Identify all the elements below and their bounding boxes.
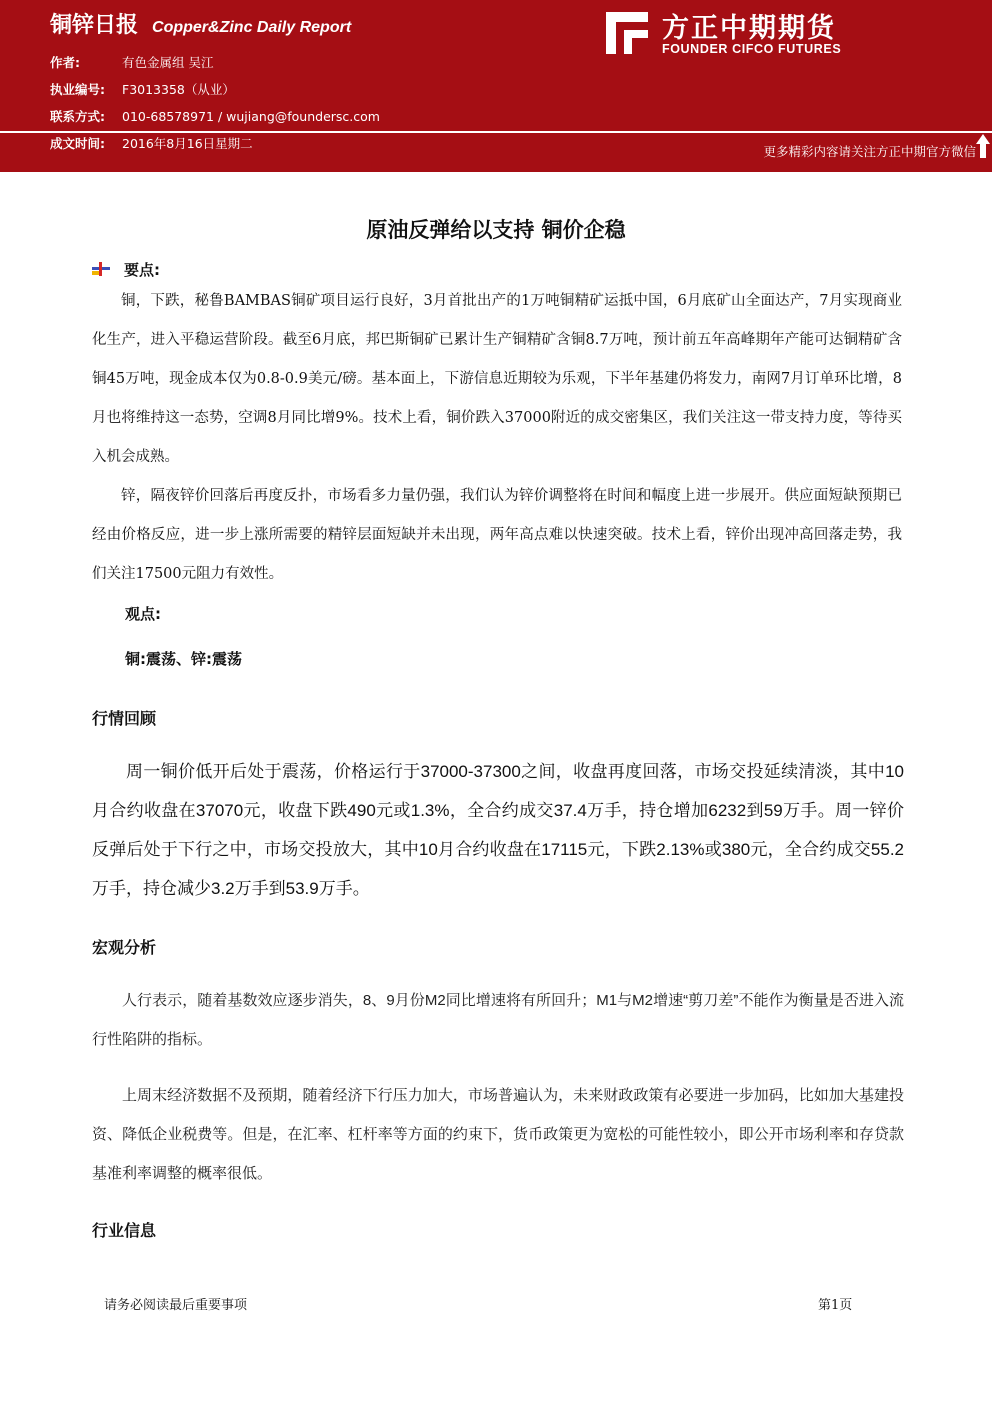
report-title-en: Copper&Zinc Daily Report — [152, 19, 352, 36]
bullet-icon — [92, 262, 110, 276]
date-row — [50, 134, 253, 152]
date-label: 成文时间: — [50, 136, 105, 151]
page-number: 第1页 — [818, 1298, 853, 1313]
follow-wechat-text[interactable]: 更多精彩内容请关注方正中期官方微信 — [763, 144, 976, 159]
copper-analysis-paragraph: 铜，下跌，秘鲁BAMBAS铜矿项目运行良好，3月首批出产的1万吨铜精矿运抵中国，6月底矿山全面达产，7月实现商业化生产，进入平稳运营阶段。截至6月底，邦巴斯铜矿已累计生产铜精矿含铜8.7万吨，预计前五年高峰期年产能可达铜精矿含铜45万吨，现金成本仅为0.8-0.9美元/磅。基本面上，下游信息近期较为乐观，下半年基建仍将发力，南网7月订单环比增，8月也将维持这一态势，空调8月同比增9%。技术上看，铜价跌入37000附近的成交密集区，我们关注这一带支持力度，等待买入机会成熟。 — [92, 293, 902, 465]
zinc-analysis-paragraph: 锌，隔夜锌价回落后再度反扑，市场看多力量仍强，我们认为锌价调整将在时间和幅度上进一步展开。供应面短缺预期已经由价格反应，进一步上涨所需要的精锌层面短缺并未出现，两年高点难以快速突破。技术上看，锌价出现冲高回落走势，我们关注17500元阻力有效性。 — [92, 488, 902, 582]
author-value: 有色金属组 吴江 — [122, 55, 214, 70]
macro-heading: 宏观分析 — [92, 938, 157, 957]
view-text: 铜:震荡、锌:震荡 — [125, 650, 242, 668]
macro-paragraph-2: 上周末经济数据不及预期，随着经济下行压力加大，市场普遍认为，未来财政政策有必要进一步加码，比如加大基建投资、降低企业税费等。但是，在汇率、杠杆率等方面的约束下，货币政策更为宽松的可能性较小，即公开市场利率和存贷款基准利率调整的概率很低。 — [92, 1087, 904, 1182]
contact-label: 联系方式: — [50, 109, 105, 124]
contact-value[interactable]: 010-68578971 / wujiang@foundersc.com — [122, 109, 380, 124]
up-arrow-icon — [976, 134, 990, 158]
key-points-heading — [92, 259, 160, 280]
date-value: 2016年8月16日星期二 — [122, 136, 253, 151]
report-header — [0, 0, 992, 172]
report-title — [50, 8, 351, 39]
author-row — [50, 53, 213, 71]
header-divider — [0, 131, 992, 133]
market-review-heading: 行情回顾 — [92, 709, 157, 728]
license-row — [50, 80, 235, 98]
logo-mark-icon — [604, 10, 650, 56]
industry-heading: 行业信息 — [92, 1221, 157, 1240]
company-logo — [604, 6, 864, 60]
market-review-paragraph: 周一铜价低开后处于震荡，价格运行于37000-37300之间，收盘再度回落，市场交投延续清淡，其中10月合约收盘在37070元，收盘下跌490元或1.3%，全合约成交37.4万手，持仓增加6232到59万手。周一锌价反弹后处于下行之中，市场交投放大，其中10月合约收盘在17115元，下跌2.13%或380元，全合约成交55.2万手，持仓减少3.2万手到53.9万手。 — [92, 762, 904, 898]
author-label: 作者: — [50, 55, 80, 70]
key-points-label: 要点: — [124, 261, 160, 279]
contact-row — [50, 107, 380, 125]
macro-paragraph-1: 人行表示，随着基数效应逐步消失，8、9月份M2同比增速将有所回升；M1与M2增速“剪刀差”不能作为衡量是否进入流行性陷阱的指标。 — [92, 992, 904, 1048]
license-value: F3013358（从业） — [122, 82, 235, 97]
logo-text-en: FOUNDER CIFCO FUTURES — [662, 42, 842, 56]
headline: 原油反弹给以支持 铜价企稳 — [366, 218, 626, 242]
report-title-cn: 铜锌日报 — [50, 13, 139, 38]
license-label: 执业编号: — [50, 82, 105, 97]
footer-notice: 请务必阅读最后重要事项 — [104, 1298, 248, 1313]
view-heading: 观点: — [125, 605, 161, 623]
logo-text-cn: 方正中期期货 — [662, 13, 836, 44]
